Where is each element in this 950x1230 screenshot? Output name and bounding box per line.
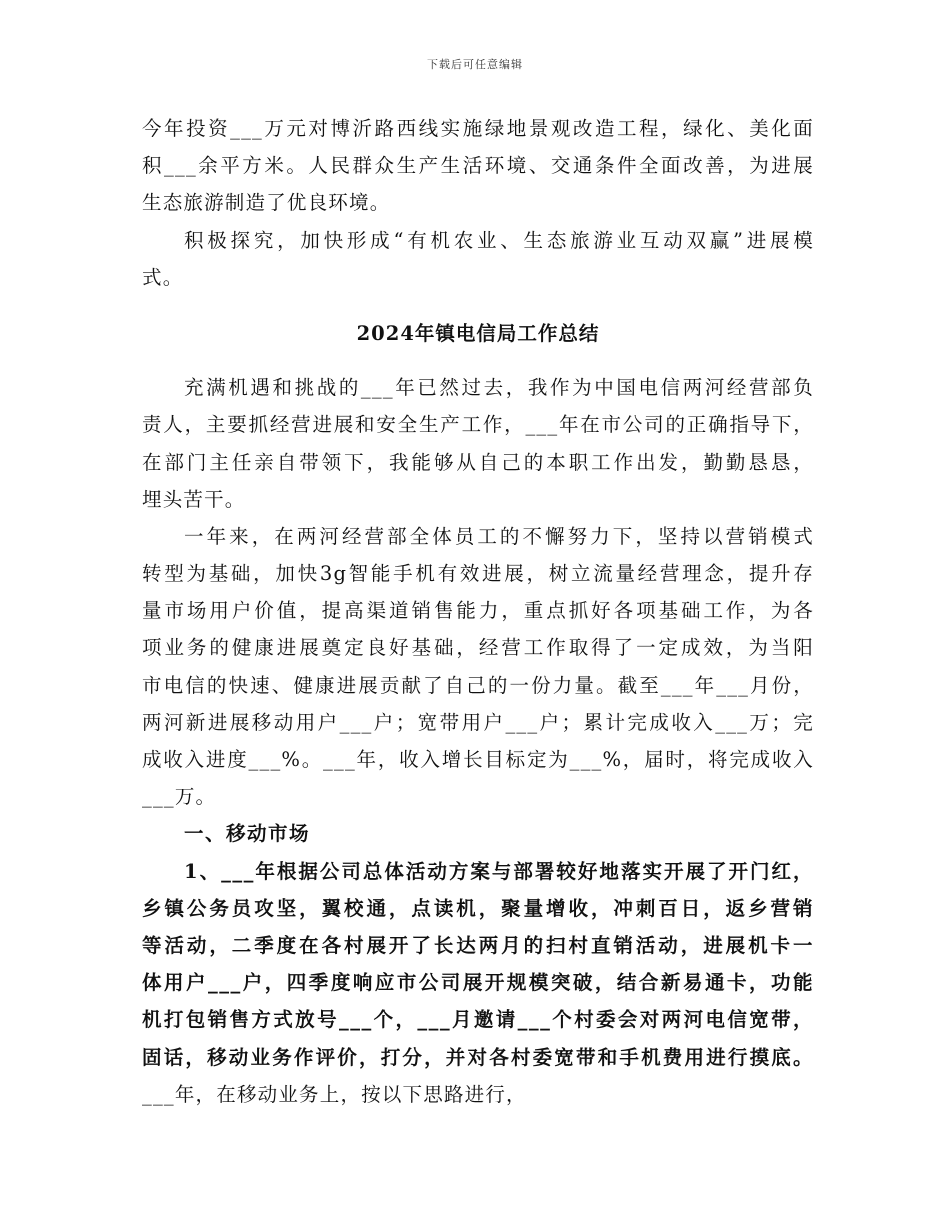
paragraph-line: 生态旅游制造了优良环境。: [142, 191, 391, 215]
bold-paragraph-line: 体用户___户，四季度响应市公司展开规模突破，结合新易通卡，功能: [142, 971, 814, 995]
paragraph-line: 转型为基础，加快3g智能手机有效进展，树立流量经营理念，提升存: [142, 562, 814, 586]
paragraph-line: 项业务的健康进展奠定良好基础，经营工作取得了一定成效，为当阳: [142, 636, 814, 660]
paragraph-line: 量市场用户价值，提高渠道销售能力，重点抓好各项基础工作，为各: [142, 599, 814, 623]
paragraph-line: 在部门主任亲自带领下，我能够从自己的本职工作出发，勤勤恳恳，: [142, 450, 814, 474]
paragraph-line: 今年投资___万元对博沂路西线实施绿地景观改造工程，绿化、美化面: [142, 117, 814, 140]
document-body: [142, 110, 814, 1113]
section-heading: 一、移动市场: [184, 822, 311, 846]
paragraph-line: 成收入进度___%。___年，收入增长目标定为___%，届时，将完成收入: [142, 748, 814, 771]
page-header-note: 下载后可任意编辑: [427, 58, 523, 71]
bold-paragraph-line: 固话，移动业务作评价，打分，并对各村委宽带和手机费用进行摸底。: [142, 1045, 814, 1069]
paragraph-line: 市电信的快速、健康进展贡献了自己的一份力量。截至___年___月份，: [142, 673, 814, 697]
paragraph-line: ___万。: [142, 785, 217, 809]
paragraph-line: 埋头苦干。: [142, 487, 246, 511]
bold-paragraph-line: 机打包销售方式放号___个，___月邀请___个村委会对两河电信宽带，: [142, 1008, 814, 1032]
paragraph-line: ___年，在移动业务上，按以下思路进行，: [142, 1082, 527, 1106]
paragraph-line: 两河新进展移动用户___户；宽带用户___户；累计完成收入___万；完: [142, 710, 814, 734]
paragraph-line: 式。: [142, 265, 184, 289]
bold-paragraph-line: 1、___年根据公司总体活动方案与部署较好地落实开展了开门红，: [184, 859, 814, 883]
bold-paragraph-line: 乡镇公务员攻坚，翼校通，点读机，聚量增收，冲刺百日，返乡营销: [142, 896, 814, 920]
paragraph-line: 充满机遇和挑战的___年已然过去，我作为中国电信两河经营部负: [184, 376, 814, 400]
document-title: 2024年镇电信局工作总结: [356, 321, 600, 345]
paragraph-line: 积极探究，加快形成“有机农业、生态旅游业互动双赢”进展模: [184, 228, 814, 252]
bold-paragraph-line: 等活动，二季度在各村展开了长达两月的扫村直销活动，进展机卡一: [142, 933, 814, 957]
paragraph-line: 一年来，在两河经营部全体员工的不懈努力下，坚持以营销模式: [184, 524, 814, 548]
paragraph-line: 积___余平方米。人民群众生产生活环境、交通条件全面改善，为进展: [142, 154, 814, 178]
paragraph-line: 责人，主要抓经营进展和安全生产工作，___年在市公司的正确指导下，: [142, 413, 814, 437]
